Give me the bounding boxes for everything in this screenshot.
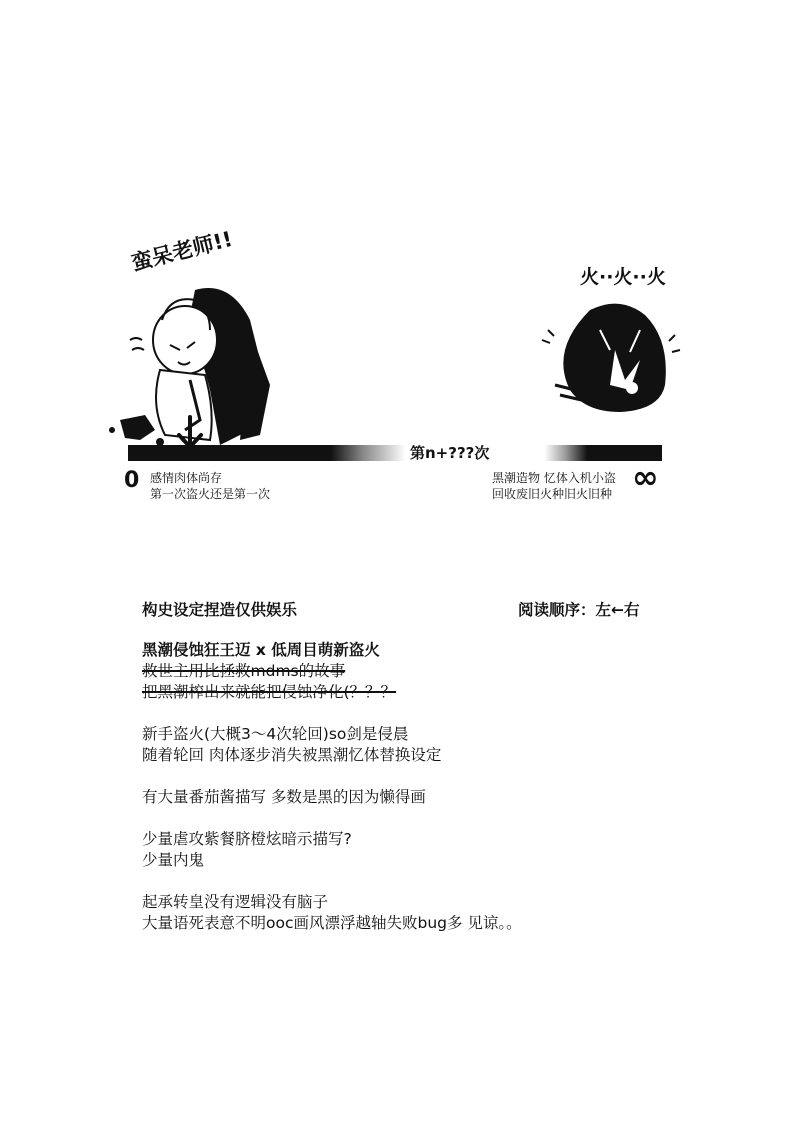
right-sound-effect: 火··火··火 [580, 266, 666, 288]
start-caption-line: 感情肉体尚存 [150, 471, 223, 485]
paragraph-line: 新手盗火(大概3～4次轮回)so剑是侵晨 [142, 725, 409, 743]
struck-line: 救世主用比拯救mdms的故事 [142, 662, 346, 680]
end-caption [492, 470, 616, 502]
paragraph-line: 有大量番茄酱描写 多数是黑的因为懒得画 [142, 788, 426, 806]
content [142, 640, 702, 934]
paragraph-line: 起承转皇没有逻辑没有脑子 [142, 893, 329, 911]
paragraph-line: 大量语死表意不明ooc画风漂浮越轴失败bug多 见谅。。 [142, 914, 522, 932]
start-caption-line: 第一次盗火还是第一次 [150, 487, 271, 501]
right-creature-drawing [530, 290, 690, 420]
timeline-bar [128, 445, 662, 461]
end-caption-line: 回收废旧火种旧火旧种 [492, 487, 613, 501]
end-marker: ∞ [632, 458, 659, 496]
start-marker: 0 [124, 468, 140, 493]
paragraph-line: 少量虐攻紫餐脐橙炫暗示描写? [142, 830, 352, 848]
left-sound-effect: 蛮呆老师!! [128, 226, 235, 276]
paragraph-line: 随着轮回 肉体逐步消失被黑潮忆体替换设定 [142, 746, 442, 764]
start-caption [150, 470, 270, 502]
end-caption-line: 黑潮造物 忆体入机小盗 [492, 471, 616, 485]
paragraph-line: 少量内鬼 [142, 851, 205, 869]
struck-line: 把黑潮榨出来就能把侵蚀净化(？？？ [142, 683, 397, 701]
illustration [100, 226, 700, 510]
timeline-label: 第n+???次 [410, 444, 490, 462]
heading: 构史设定捏造仅供娱乐 [142, 601, 298, 619]
title: 黑潮侵蚀狂王迈 x 低周目萌新盗火 [142, 641, 380, 659]
reading-order: 阅读顺序：左←右 [518, 601, 640, 619]
